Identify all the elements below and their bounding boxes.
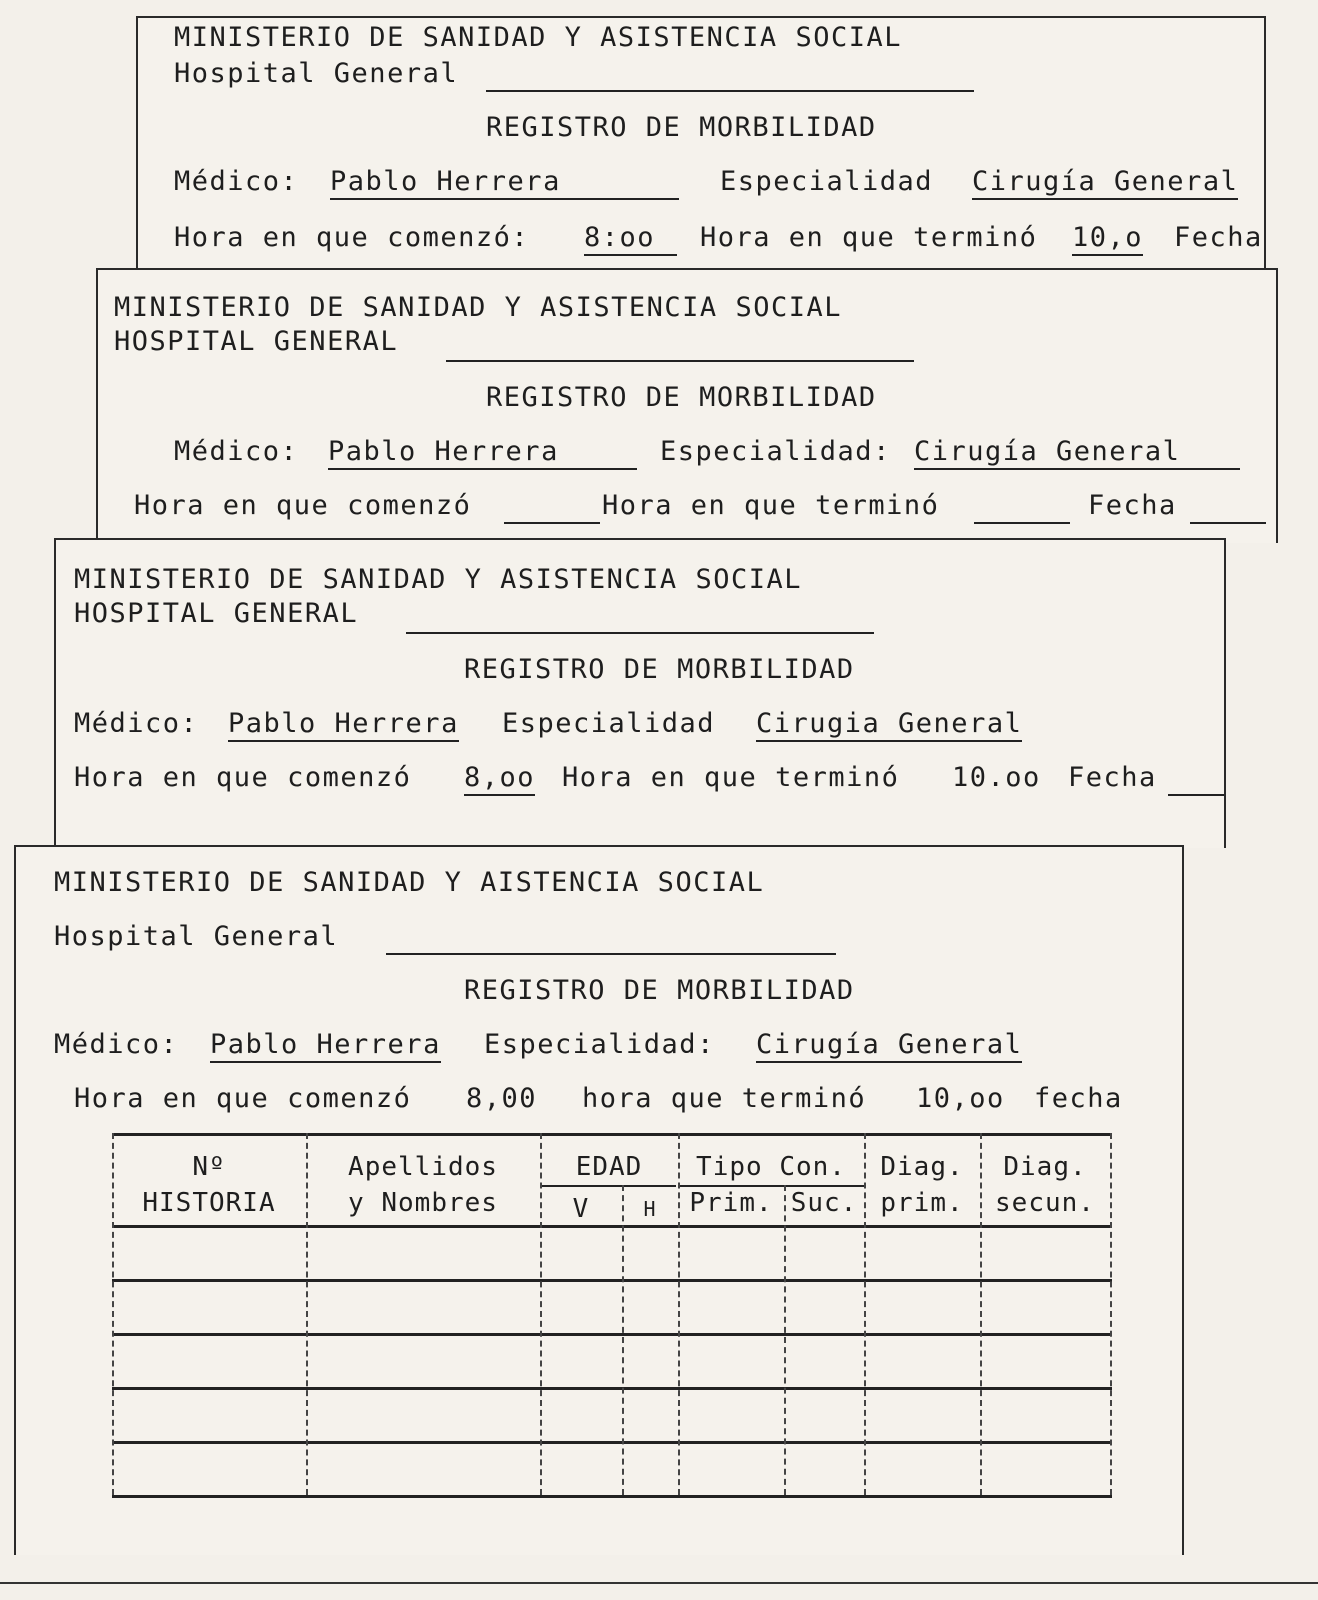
date-label: Fecha: [1088, 490, 1177, 521]
form-title: REGISTRO DE MORBILIDAD: [486, 112, 877, 143]
start-time-value: 8,oo: [464, 764, 535, 796]
hospital-blank: [446, 360, 914, 362]
date-label: fecha: [1034, 1083, 1123, 1114]
table-bottom-rule: [112, 1495, 1112, 1498]
morbidity-form-1: [136, 16, 1266, 271]
start-time-value: 8,00: [466, 1083, 538, 1114]
especialidad-value: Cirugía General: [756, 1031, 1022, 1063]
especialidad-label: Especialidad: [502, 708, 716, 739]
especialidad-value: Cirugía General: [914, 438, 1240, 470]
table-top-rule: [112, 1133, 1112, 1136]
header-diag-prim: Diag.: [880, 1152, 964, 1182]
morbidity-form-2: [96, 268, 1278, 543]
especialidad-value: Cirugía General: [972, 168, 1238, 200]
medico-label: Médico:: [174, 166, 299, 197]
table-col-rule: [784, 1185, 786, 1495]
medico-label: Médico:: [74, 708, 199, 739]
medico-value: Pablo Herrera: [330, 168, 679, 200]
start-time-label: Hora en que comenzó: [134, 490, 472, 521]
start-time-label: Hora en que comenzó:: [174, 222, 530, 253]
end-time-label: hora que terminó: [582, 1083, 867, 1114]
hospital-label: HOSPITAL GENERAL: [74, 598, 359, 629]
table-row-rule: [112, 1387, 1112, 1390]
end-time-label: Hora en que terminó: [602, 490, 940, 521]
header-historia: HISTORIA: [142, 1188, 276, 1218]
date-blank: [1168, 794, 1224, 796]
especialidad-label: Especialidad: [720, 166, 934, 197]
page-bottom-rule: [0, 1582, 1318, 1584]
hospital-blank: [486, 90, 974, 92]
especialidad-label: Especialidad:: [660, 436, 891, 467]
table-row-rule: [112, 1441, 1112, 1444]
medico-value: Pablo Herrera: [228, 710, 459, 742]
table-row-rule: [112, 1333, 1112, 1336]
form-title: REGISTRO DE MORBILIDAD: [464, 654, 855, 685]
date-label: Fecha: [1068, 762, 1157, 793]
end-time-blank: [974, 522, 1070, 524]
form-title: REGISTRO DE MORBILIDAD: [486, 382, 877, 413]
header-edad-h: H: [643, 1197, 657, 1221]
hospital-label: Hospital General: [54, 921, 339, 952]
form-title: REGISTRO DE MORBILIDAD: [464, 975, 855, 1006]
header-diag-secun-2: secun.: [995, 1188, 1095, 1218]
date-blank: [1190, 522, 1266, 524]
morbidity-form-3: [54, 538, 1226, 848]
header-edad: EDAD: [575, 1152, 643, 1182]
hospital-label: HOSPITAL GENERAL: [114, 326, 399, 357]
header-historia-num: Nº: [192, 1152, 226, 1182]
ministry-heading: MINISTERIO DE SANIDAD Y AISTENCIA SOCIAL: [54, 867, 765, 898]
header-diag-prim-2: prim.: [880, 1188, 964, 1218]
date-label: Fecha: [1174, 222, 1263, 253]
header-tipo-con: Tipo Con.: [696, 1152, 846, 1182]
header-diag-secun: Diag.: [1003, 1152, 1087, 1182]
especialidad-label: Especialidad:: [484, 1029, 715, 1060]
ministry-heading: MINISTERIO DE SANIDAD Y ASISTENCIA SOCIAL: [114, 292, 842, 323]
edad-subheader-rule: [540, 1185, 676, 1187]
medico-value: Pablo Herrera: [328, 438, 637, 470]
especialidad-value: Cirugia General: [756, 710, 1022, 742]
medico-value: Pablo Herrera: [210, 1031, 441, 1063]
header-apellidos: Apellidos: [348, 1152, 498, 1182]
end-time-value: 10,oo: [916, 1083, 1005, 1114]
header-edad-v: V: [572, 1194, 590, 1224]
hospital-label: Hospital General: [174, 58, 459, 89]
medico-label: Médico:: [174, 436, 299, 467]
start-time-label: Hora en que comenzó: [74, 762, 412, 793]
hospital-blank: [386, 953, 836, 955]
end-time-label: Hora en que terminó: [562, 762, 900, 793]
ministry-heading: MINISTERIO DE SANIDAD Y ASISTENCIA SOCIAL: [174, 22, 902, 53]
hospital-blank: [406, 632, 874, 634]
start-time-label: Hora en que comenzó: [74, 1083, 412, 1114]
end-time-label: Hora en que terminó: [700, 222, 1038, 253]
start-time-blank: [504, 522, 600, 524]
header-nombres: y Nombres: [348, 1188, 498, 1218]
header-tipo-suc: Suc.: [790, 1188, 858, 1218]
table-col-rule: [1110, 1133, 1112, 1495]
header-tipo-prim: Prim.: [689, 1188, 773, 1218]
ministry-heading: MINISTERIO DE SANIDAD Y ASISTENCIA SOCIAL: [74, 564, 802, 595]
medico-label: Médico:: [54, 1029, 179, 1060]
table-row-rule: [112, 1279, 1112, 1282]
register-table: [112, 1133, 1112, 1503]
end-time-value: 10.oo: [952, 762, 1041, 793]
table-col-rule: [540, 1133, 542, 1495]
start-time-value: 8:oo: [584, 224, 677, 256]
morbidity-form-4: [14, 845, 1184, 1555]
end-time-value: 10,o: [1072, 224, 1143, 256]
table-col-rule: [622, 1185, 624, 1495]
